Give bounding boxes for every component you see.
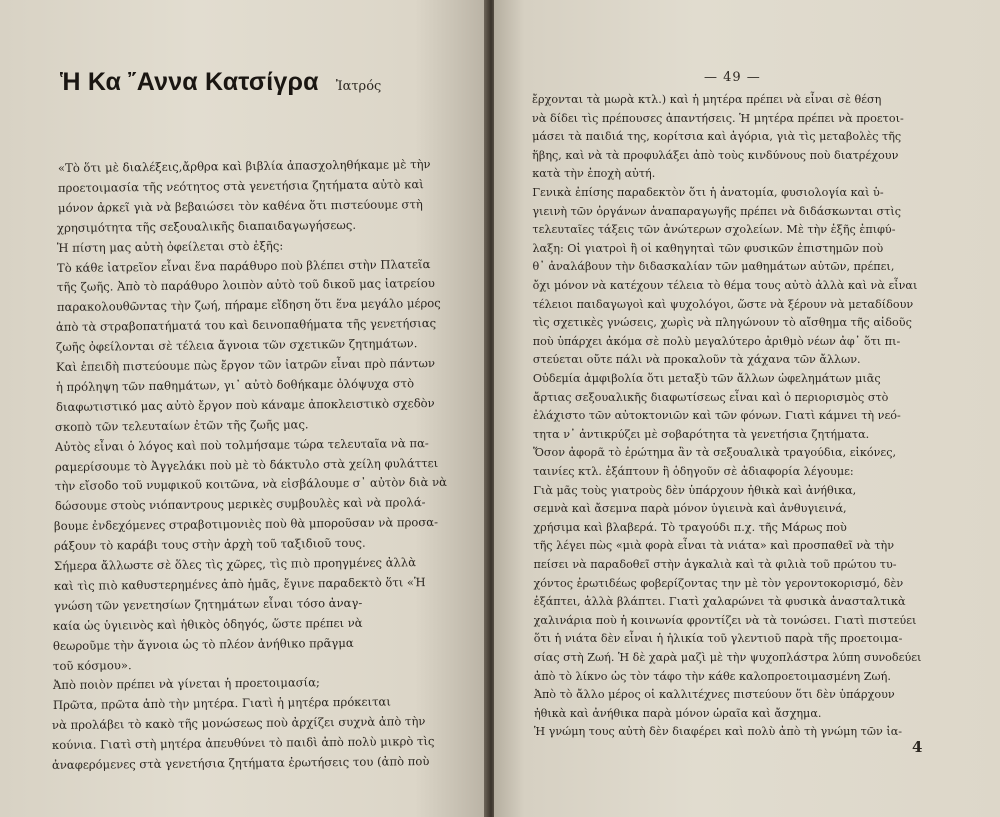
text-line: κατὰ τὴν ἐποχὴ αὐτή. <box>532 167 656 181</box>
text-line: ἀπὸ τὰ στραβοπατήματά του καὶ δεινοπαθήματα τῆς γενετήσιας <box>56 316 437 335</box>
text-line: τέλειοι παιδαγωγοὶ καὶ ψυχολόγοι, ὥστε νὰ ξέρουν νὰ μεταδίδουν <box>532 297 914 311</box>
text-line: καὶ τὶς πιὸ καθυστερημένες ἀπὸ ἡμᾶς, ἔγινε παραδεκτὸ ὅτι «Ἡ <box>53 574 426 593</box>
text-line: ταινίες κτλ. ἐξάπτουν ἢ ὁδηγοῦν σὲ ἀδιαφορία λέγουμε: <box>533 465 854 478</box>
text-line: νὰ δίδει τὶς πρέπουσες ἀπαντήσεις. Ἡ μητέρα πρέπει νὰ προετοι- <box>532 111 904 125</box>
text-line: βουμε ἐνδεχόμενες στραβοτιμονιὲς ποὺ θὰ μποροῦσαν νὰ προσα- <box>54 515 439 534</box>
text-line: χαλινάρια ποὺ ἡ κοινωνία φροντίζει νὰ τὰ τονώσει. Γιατὶ πιστεύει <box>533 613 917 627</box>
text-line: Οὐδεμία ἀμφιβολία ὅτι μεταξὺ τῶν ἄλλων ὠφελημάτων μιᾶς <box>532 372 881 385</box>
text-line: σεμνὰ καὶ ἄσεμνα παρὰ μόνον ὑγιεινὰ καὶ ἀνθυγιεινά, <box>533 502 847 516</box>
text-line: μόνον ἀρκεῖ γιὰ νὰ βεβαιώσει τὸν καθένα ὅτι πιστεύουμε στὴ <box>57 196 423 215</box>
text-line: γνώση τῶν γενετησίων ζητημάτων εἶναι τόσο ἀναγ- <box>53 595 362 613</box>
text-line: ἄρτιας σεξουαλικῆς διαφωτίσεως εἶναι καὶ ὁ περιορισμὸς στὸ <box>532 390 889 404</box>
text-line: τῆς ζωῆς. Ἀπὸ τὸ παράθυρο λοιπὸν αὐτὸ τοῦ δικοῦ μας ἰατρείου <box>56 276 435 295</box>
text-line: ποὺ ὑπάρχει ἀκόμα σὲ πολὺ μεγαλύτερο ἀριθμὸ νέων ἀφ᾽ ὅτι πι- <box>532 334 901 348</box>
text-line: ὅτι ἡ νιάτα δὲν εἶναι ἡ ἡλικία τοῦ γλεντιοῦ παρὰ τῆς προετοιμα- <box>533 632 903 646</box>
left-page <box>0 0 488 817</box>
text-line: σκοπὸ τῶν τελευταίων ἐτῶν τῆς ζωῆς μας. <box>55 417 310 434</box>
text-line: διαφωτιστικό μας αὐτὸ ἔργον ποὺ κάναμε ἀποκλειστικὸ σχεδὸν <box>55 395 435 414</box>
text-line: Σήμερα ἄλλωστε σὲ ὅλες τὶς χῶρες, τὶς πιὸ προηγμένες ἀλλὰ <box>53 555 417 573</box>
text-line: προετοιμασία τῆς νεότητος στὰ γενετήσια ζητήματα αὐτὸ καὶ <box>57 177 424 195</box>
text-line: ἔρχονται τὰ μωρὰ κτλ.) καὶ ἡ μητέρα πρέπει νὰ εἶναι σὲ θέση <box>532 93 882 106</box>
text-line: λαξη: Οἱ γιατροὶ ἢ οἱ καθηγηταὶ τῶν φυσικῶν ἐπιστημῶν ποὺ <box>532 241 884 255</box>
text-line: τελευταῖες τάξεις τῶν ἀνώτερων σχολείων. Μὲ τὴν ἑξῆς ἐπιφύ- <box>532 223 896 237</box>
text-line: Ἡ γνώμη τους αὐτὴ δὲν διαφέρει καὶ πολὺ ἀπὸ τὴ γνώμη τῶν ἰα- <box>534 725 903 739</box>
text-line: ἥβης, καὶ νὰ τὰ προφυλάξει ἀπὸ τοὺς κινδύνους ποὺ διατρέχουν <box>532 148 899 162</box>
text-line: ἡ πρόληψη τῶν παθημάτων, γι᾽ αὐτὸ δοθήκαμε ὁλόψυχα στὸ <box>55 376 414 394</box>
text-line: τοῦ κόσμου». <box>52 657 132 673</box>
text-line: θεωροῦμε τὴν ἄγνοια ὡς τὸ πλέον ἀνήθικο πρᾶγμα <box>53 635 354 653</box>
text-line: θ᾽ ἀναλάβουν τὴν διδασκαλίαν τῶν μαθημάτων αὐτῶν, πρέπει, <box>532 260 895 274</box>
signature-mark: 4 <box>912 738 923 756</box>
text-line: κούνια. Γιατὶ στὴ μητέρα ἀπευθύνει τὸ παιδὶ ἀπὸ πολὺ μικρὸ τὶς <box>52 734 435 753</box>
text-line: ἀπὸ τὸ λίκνο ὡς τὸν τάφο τὴν κάθε καλοπροετοιμασμένη Ζωή. <box>533 669 891 683</box>
text-line: Καὶ ἐπειδὴ πιστεύουμε πὼς ἔργον τῶν ἰατρῶν εἶναι πρὸ πάντων <box>55 356 436 374</box>
text-line: ράξουν τὸ καράβι τους στὴν ἀρχὴ τοῦ ταξιδιοῦ τους. <box>54 535 366 554</box>
text-line: ὄχι μόνον νὰ κατέχουν τέλεια τὸ θέμα τους αὐτὸ ἀλλὰ καὶ νὰ εἶναι <box>532 279 918 292</box>
text-line: ἀναφερόμενες στὰ γενετήσια ζητήματα ἐρωτήσεις του (ἀπὸ ποὺ <box>51 754 430 772</box>
text-line: χόντος ἐρωτιδέως φοβερίζοντας την μὲ τὸν γεροντοκορισμό, δὲν <box>533 576 904 590</box>
right-page <box>494 0 1000 817</box>
text-line: τῆς λέγει πὼς «μιὰ φορὰ εἶναι τὰ νιάτα» καὶ προσπαθεῖ νὰ τὴν <box>533 539 895 553</box>
text-line: χρήσιμα καὶ βλαβερά. Τὸ τραγούδι π.χ. τῆς Μάρως ποὺ <box>533 520 847 534</box>
text-line: γιεινὴ τῶν ὀργάνων ἀναπαραγωγῆς πρέπει νὰ διδάσκωνται στὶς <box>532 204 901 218</box>
text-line: Γιὰ μᾶς τοὺς γιατροὺς δὲν ὑπάρχουν ἠθικὰ καὶ ἀνήθικα, <box>533 483 857 497</box>
text-line: χρησιμότητα τῆς σεξουαλικῆς διαπαιδαγωγήσεως. <box>57 217 357 235</box>
author-role: Ἰατρός <box>335 79 382 94</box>
text-line: Τὸ κάθε ἰατρεῖον εἶναι ἕνα παράθυρο ποὺ βλέπει στὴν Πλατεῖα <box>56 256 431 275</box>
text-line: τητα ν᾽ ἀντικρύζει μὲ σοβαρότητα τὰ γενετήσια ζητήματα. <box>533 427 870 441</box>
text-line: ζωῆς ὀφείλονται σὲ τέλεια ἄγνοια τῶν σχετικῶν ζητημάτων. <box>56 336 418 355</box>
text-line: καία ὡς ὑγιεινὸς καὶ ἠθικὸς ὁδηγός, ὥστε πρέπει νὰ <box>53 615 364 633</box>
text-line: τὴν εἴσοδο τοῦ νυμφικοῦ κοιτῶνα, νὰ εἰσβάλουμε σ᾽ αὐτὸν διὰ νὰ <box>54 475 447 494</box>
text-line: σίας στὴ Ζωή. Ἡ δὲ χαρὰ μαζὶ μὲ τὴν ψυχοπλάστρα λύπη συνοδεύει <box>533 651 922 664</box>
text-line: στεύεται οὔτε πάλι νὰ προκαλοῦν τὰ χάχανα τῶν ἄλλων. <box>532 353 861 367</box>
text-line: ἠθικὰ καὶ ἀνήθικα παρὰ μόνον ὡραῖα καὶ ἄσχημα. <box>533 706 822 720</box>
text-line: πείσει νὰ παραδοθεῖ στὴν ἀγκαλιὰ καὶ τὰ φιλιὰ τοῦ πρώτου τυ- <box>533 558 897 571</box>
text-line: μάσει τὰ παιδιά της, κορίτσια καὶ ἀγόρια, γιὰ τὶς μεταβολὲς τῆς <box>532 130 902 144</box>
text-line: Ἀπὸ ποιὸν πρέπει νὰ γίνεται ἡ προετοιμασία; <box>52 675 320 693</box>
author-title: Ἡ Κα ῎Αννα Κατσίγρα <box>60 68 319 96</box>
text-line: ἐλάχιστο τῶν αὐτοκτονιῶν καὶ τῶν φόνων. Γιατὶ κάμνει τὴ νεό- <box>533 409 901 423</box>
text-line: Αὐτὸς εἶναι ὁ λόγος καὶ ποὺ τολμήσαμε τώρα τελευταῖα νὰ πα- <box>55 435 430 454</box>
article-heading <box>60 68 381 97</box>
text-line: ἐξάπτει, ἀλλὰ βλάπτει. Γιατὶ χαλαρώνει τὰ φυσικὰ ἀνασταλτικὰ <box>533 595 906 609</box>
page-number: — 49 — <box>704 70 761 85</box>
text-line: Ἡ πίστη μας αὐτὴ ὀφείλεται στὸ ἑξῆς: <box>57 238 284 255</box>
text-line: παρακολουθῶντας τὴν ζωή, πήραμε εἴδηση ὅτι ἕνα μεγάλο μέρος <box>56 296 441 315</box>
text-line: νὰ προλάβει τὸ κακὸ τῆς μονώσεως ποὺ ἀρχίζει συχνὰ ἀπὸ τὴν <box>52 714 426 733</box>
text-line: Ὅσον ἀφορᾶ τὸ ἐρώτημα ἂν τὰ σεξουαλικὰ τραγούδια, εἰκόνες, <box>533 446 897 460</box>
text-line: «Τὸ ὅτι μὲ διαλέξεις,ἄρθρα καὶ βιβλία ἀπασχοληθήκαμε μὲ τὴν <box>57 157 431 175</box>
text-line: Γενικὰ ἐπίσης παραδεκτὸν ὅτι ἡ ἀνατομία, φυσιολογία καὶ ὑ- <box>532 186 884 199</box>
text-line: Ἀπὸ τὸ ἄλλο μέρος οἱ καλλιτέχνες πιστεύουν ὅτι δὲν ὑπάρχουν <box>533 688 895 702</box>
text-line: ραμερίσουμε τὸ Ἀγγελάκι ποὺ μὲ τὸ δάκτυλο στὰ χείλη φυλάττει <box>54 455 439 474</box>
text-line: τὶς σχετικὲς γνώσεις, χωρὶς νὰ πληγώνουν τὸ αἴσθημα τῆς αἰδοῦς <box>532 316 912 330</box>
text-line: δώσουμε στοὺς νιόπαντρους μερικὲς συμβουλὲς καὶ νὰ προλά- <box>54 495 426 514</box>
text-line: Πρῶτα, πρῶτα ἀπὸ τὴν μητέρα. Γιατὶ ἡ μητέρα πρόκειται <box>52 694 391 713</box>
